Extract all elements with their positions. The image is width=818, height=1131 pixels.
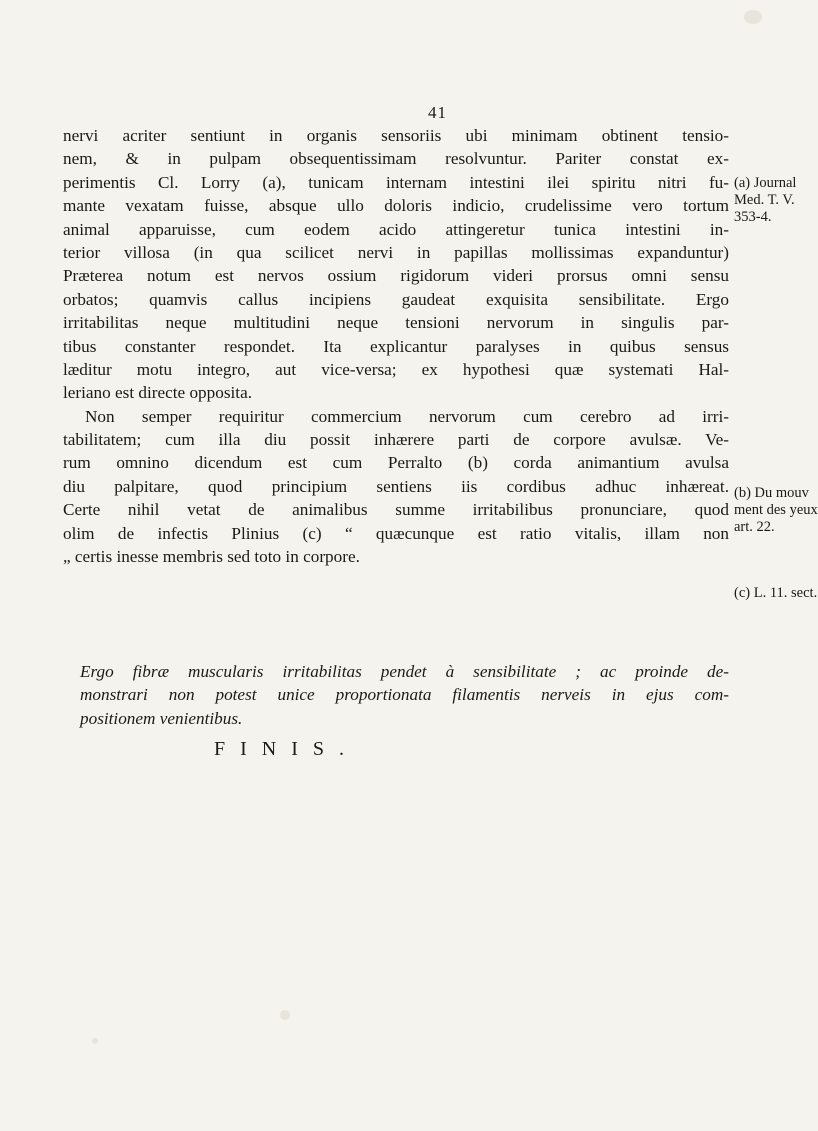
text-line: tabilitatem; cum illa diu possit inhærere parti de corpore avulsæ. Ve- — [63, 430, 729, 450]
text-line: tibus constanter respondet. Ita explicantur paralyses in quibus sensus — [63, 336, 729, 356]
text-line: mante vexatam fuisse, absque ullo doloris indicio, crudelissime vero tortum — [63, 196, 729, 216]
paper-stain — [280, 1010, 290, 1020]
text-line: Non semper requiritur commercium nervorum cum cerebro ad irri- — [85, 406, 729, 426]
paper-stain — [92, 1038, 98, 1044]
paper-stain — [744, 10, 762, 24]
footnote-line: (a) Journal — [734, 175, 797, 191]
footnote-c — [734, 585, 817, 602]
footnote-line: ment des yeux — [734, 502, 818, 518]
text-line: „ certis inesse membris sed toto in corpore. — [63, 547, 360, 567]
text-line: læditur motu integro, aut vice-versa; ex hypothesi quæ systemati Hal- — [63, 359, 729, 379]
main-text — [63, 124, 729, 568]
text-line: Certe nihil vetat de animalibus summe irritabilibus pronunciare, quod — [63, 500, 729, 520]
text-line: Præterea notum est nervos ossium rigidorum videri prorsus omni sensu — [63, 266, 729, 286]
text-line: irritabilitas neque multitudini neque tensioni nervorum in singulis par- — [63, 313, 729, 333]
text-line: rum omnino dicendum est cum Perralto (b) corda animantium avulsa — [63, 453, 729, 473]
text-line: terior villosa (in qua scilicet nervi in papillas mollissimas expanduntur) — [63, 242, 729, 262]
footnote-a — [734, 175, 796, 226]
text-line: perimentis Cl. Lorry (a), tunicam internam intestini ilei spiritu nitri fu- — [63, 172, 729, 192]
footnote-b — [734, 485, 818, 536]
finis-heading: FINIS. — [214, 738, 360, 760]
conclusion-paragraph — [80, 660, 729, 730]
text-line: nervi acriter sentiunt in organis sensoriis ubi minimam obtinent tensio- — [63, 126, 729, 145]
text-line: orbatos; quamvis callus incipiens gaudeat exquisita sensibilitate. Ergo — [63, 289, 729, 309]
text-line: animal apparuisse, cum eodem acido attingeretur tunica intestini in- — [63, 219, 729, 239]
text-line: leriano est directe opposita. — [63, 383, 252, 403]
footnote-line: art. 22. — [734, 519, 775, 535]
page-number: 41 — [428, 103, 447, 122]
text-line: diu palpitare, quod principium sentiens iis cordibus adhuc inhæreat. — [63, 476, 729, 496]
footnote-line: (c) L. 11. sect. — [734, 585, 818, 601]
footnote-line: 353-4. — [734, 209, 772, 225]
text-line: nem, & in pulpam obsequentissimam resolvuntur. Pariter constat ex- — [63, 149, 729, 169]
conclusion-line: monstrari non potest unice proportionata filamentis nerveis in ejus com- — [80, 685, 729, 705]
footnote-line: (b) Du mouv — [734, 485, 809, 501]
text-line: olim de infectis Plinius (c) “ quæcunque est ratio vitalis, illam non — [63, 523, 729, 543]
conclusion-line: Ergo fibræ muscularis irritabilitas pendet à sensibilitate ; ac proinde de- — [80, 662, 729, 681]
conclusion-line: positionem venientibus. — [80, 708, 243, 728]
footnote-line: Med. T. V. — [734, 192, 795, 208]
